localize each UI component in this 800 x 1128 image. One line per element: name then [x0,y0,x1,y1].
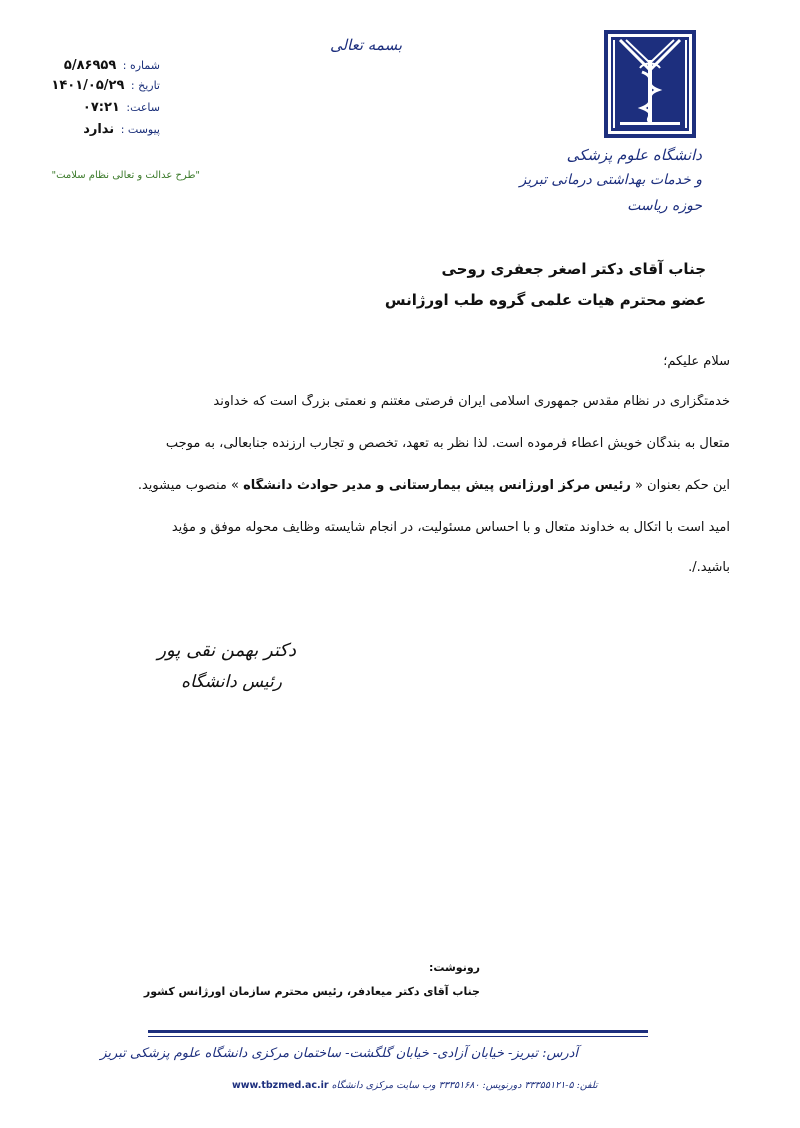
footer-address: آدرس: تبریز- خیابان آزادی- خیابان گلگشت- ساختمان مرکزی دانشگاه علوم پزشکی تبریز [100,1046,578,1061]
letter-number-row [64,58,160,73]
university-name-line3: حوزه ریاست [627,198,702,214]
health-slogan: "طرح عدالت و تعالی نظام سلامت" [51,170,200,181]
footer-divider-thin [148,1036,648,1037]
letter-date-label: تاریخ : [130,79,160,92]
letter-time-row [83,100,160,115]
greeting: سلام علیکم؛ [663,354,730,369]
body-paragraph-line: متعال به بندگان خویش اعطاء فرموده است. لذا نظر به تعهد، تخصص و تجارب ارزنده جنابعالی، به موجب [165,436,730,451]
appointment-intro: این حکم بعنوان « [630,478,730,493]
letter-time-label: ساعت: [126,101,160,114]
university-logo-icon [604,30,696,138]
website-link[interactable]: www.tbzmed.ac.ir [232,1080,329,1091]
signatory-name: دکتر بهمن نقی پور [157,640,296,661]
letter-number-value: ۵/۸۶۹۵۹ [63,58,117,73]
letter-date-row [51,78,160,93]
body-paragraph-line [120,478,730,493]
appointment-title: رئیس مرکز اورژانس پیش بیمارستانی و مدیر حوادث دانشگاه [243,478,631,493]
letter-time-value: ۰۷:۲۱ [82,100,120,115]
university-name-line1: دانشگاه علوم پزشکی [566,146,702,164]
letter-attachment-label: پیوست : [120,123,160,136]
footer-contact [232,1080,598,1091]
appointment-outro: » منصوب میشوید. [137,478,244,493]
body-paragraph-line: خدمتگزاری در نظام مقدس جمهوری اسلامی ایران فرصتی مغتنم و نعمتی بزرگ است که خداوند [213,394,730,409]
letter-number-label: شماره : [122,59,160,72]
footer-divider [148,1030,648,1033]
cc-heading: رونوشت: [428,961,480,974]
body-paragraph-line: باشید./. [688,560,730,575]
basmala-header: بسمه تعالی [329,36,403,54]
letter-date-value: ۱۴۰۱/۰۵/۲۹ [51,78,125,93]
letter-attachment-row [83,122,160,137]
addressee-name: جناب آقای دکتر اصغر جعفری روحی [441,260,706,278]
university-name-line2: و خدمات بهداشتی درمانی تبریز [519,172,702,188]
cc-recipient: جناب آقای دکتر میعادفر، رئیس محترم سازمان اورژانس کشور [143,985,480,998]
addressee-position: عضو محترم هیات علمی گروه طب اورژانس [384,291,706,309]
body-paragraph-line: امید است با اتکال به خداوند متعال و با احساس مسئولیت، در انجام شایسته وظایف محوله موفق و مؤید [171,520,730,535]
letter-attachment-value: ندارد [83,122,115,137]
signatory-title: رئیس دانشگاه [181,672,282,692]
footer-phones: تلفن: ۵-۳۳۳۵۵۱۲۱ دورنویس: ۳۳۳۵۱۶۸۰ وب سایت مرکزی دانشگاه [331,1080,598,1091]
